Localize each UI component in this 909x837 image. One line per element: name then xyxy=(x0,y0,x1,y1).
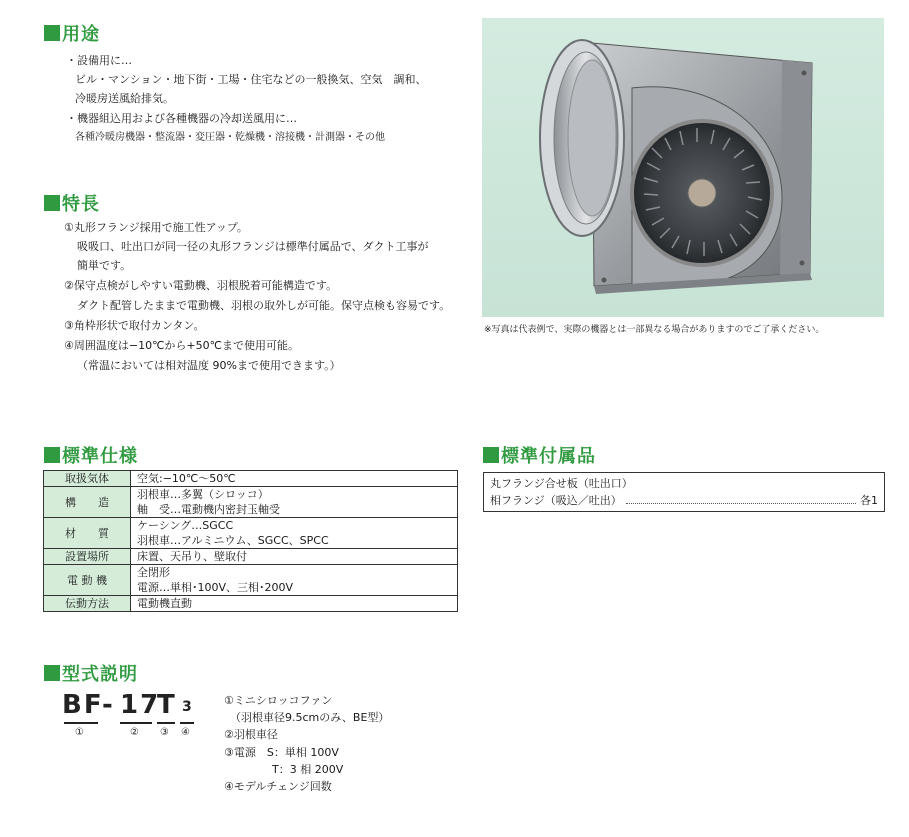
model-part-size: 17 xyxy=(120,690,161,720)
usage-line: ・機器組込用および各種機器の冷却送風用に… xyxy=(66,112,297,125)
spec-label: 伝動方法 xyxy=(44,596,131,612)
square-bullet-icon xyxy=(483,447,499,463)
spec-label: 取扱気体 xyxy=(44,471,131,487)
accessory-name: 丸フランジ合せ板（吐出口） xyxy=(490,477,633,490)
accessory-qty: 各1 xyxy=(860,494,878,507)
model-title: 型式説明 xyxy=(44,660,138,686)
feature-line: ダクト配管したままで電動機、羽根の取外しが可能。保守点検も容易です。 xyxy=(77,299,451,312)
photo-note: ※写真は代表例で、実際の機器とは一部異なる場合がありますのでご了承ください。 xyxy=(484,325,825,335)
model-part-power: T xyxy=(157,690,177,720)
model-note: （羽根車径9.5cmのみ、BE型） xyxy=(230,711,390,724)
usage-line: ビル・マンション・地下街・工場・住宅などの一般換気、空気 調和、 xyxy=(75,73,427,86)
product-photo xyxy=(482,18,884,317)
usage-title: 用途 xyxy=(44,20,100,46)
table-row xyxy=(44,596,458,612)
spec-value: 床置、天吊り、壁取付 xyxy=(131,549,458,565)
spec-value: 羽根車…多翼（シロッコ） 軸 受…電動機内密封玉軸受 xyxy=(131,487,458,518)
spec-value: ケーシング…SGCC 羽根車…アルミニウム、SGCC、SPCC xyxy=(131,518,458,549)
accessory-row xyxy=(490,492,878,509)
table-row xyxy=(44,518,458,549)
feature-line: （常温においては相対温度 90%まで使用できます。） xyxy=(77,359,341,372)
spec-value: 空気:−10℃〜50℃ xyxy=(131,471,458,487)
leader-dots xyxy=(626,492,856,504)
model-note: ②羽根車径 xyxy=(224,728,278,741)
accessories-title: 標準付属品 xyxy=(483,442,596,468)
model-note: T：3 相 200V xyxy=(272,763,344,776)
model-note: ③電源 S：単相 100V xyxy=(224,746,339,759)
square-bullet-icon xyxy=(44,447,60,463)
underline xyxy=(157,722,175,724)
usage-line: 各種冷暖房機器・整流器・変圧器・乾燥機・溶接機・計測器・その他 xyxy=(75,132,385,143)
square-bullet-icon xyxy=(44,25,60,41)
square-bullet-icon xyxy=(44,195,60,211)
feature-line: ③角枠形状で取付カンタン。 xyxy=(64,319,205,332)
feature-line: ④周囲温度は−10℃から+50℃まで使用可能。 xyxy=(64,339,299,352)
model-part-revision: 3 xyxy=(182,699,194,715)
feature-line: 吸吸口、吐出口が同一径の丸形フランジは標準付属品で、ダクト工事が xyxy=(77,240,429,253)
usage-line: 冷暖房送風給排気。 xyxy=(75,92,174,105)
feature-line: 簡単です。 xyxy=(77,259,132,272)
model-number: ① xyxy=(75,727,84,738)
underline xyxy=(180,722,194,724)
spec-label: 電 動 機 xyxy=(44,565,131,596)
table-row xyxy=(44,471,458,487)
model-number: ③ xyxy=(160,727,169,738)
spec-title: 標準仕様 xyxy=(44,442,138,468)
square-bullet-icon xyxy=(44,665,60,681)
model-number: ④ xyxy=(181,727,190,738)
model-part-series: BF xyxy=(62,690,104,720)
usage-line: ・設備用に… xyxy=(66,54,132,67)
model-note: ①ミニシロッコファン xyxy=(224,694,333,707)
spec-label: 構 造 xyxy=(44,487,131,518)
model-note: ④モデルチェンジ回数 xyxy=(224,780,332,793)
accessory-name: 相フランジ（吸込／吐出） xyxy=(490,494,622,507)
features-title: 特長 xyxy=(44,190,100,216)
underline xyxy=(120,722,152,724)
sirocco-fan-image xyxy=(482,18,884,317)
model-part-dash: - xyxy=(102,690,115,720)
accessories-box xyxy=(483,472,885,512)
table-row xyxy=(44,549,458,565)
spec-table xyxy=(43,470,458,612)
accessory-row xyxy=(490,475,878,492)
underline xyxy=(64,722,98,724)
spec-value: 電動機直動 xyxy=(131,596,458,612)
spec-label: 材 質 xyxy=(44,518,131,549)
table-row xyxy=(44,487,458,518)
table-row xyxy=(44,565,458,596)
spec-label: 設置場所 xyxy=(44,549,131,565)
model-number: ② xyxy=(130,727,139,738)
feature-line: ①丸形フランジ採用で施工性アップ。 xyxy=(64,221,248,234)
feature-line: ②保守点検がしやすい電動機、羽根脱着可能構造です。 xyxy=(64,279,337,292)
spec-value: 全閉形 電源…単相･100V、三相･200V xyxy=(131,565,458,596)
